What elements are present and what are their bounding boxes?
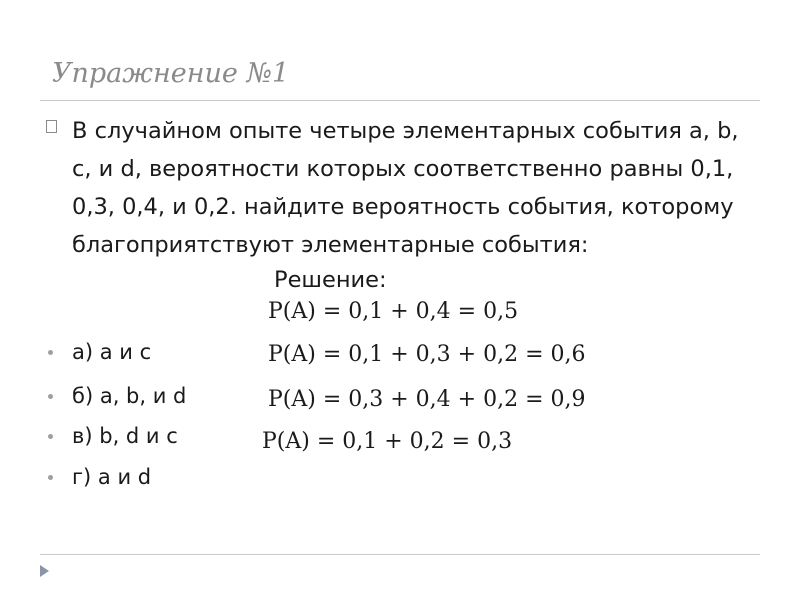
formula-a: P(A) = 0,1 + 0,4 = 0,5 bbox=[268, 299, 519, 324]
dot-bullet-icon bbox=[48, 350, 53, 355]
answer-item-c bbox=[72, 421, 178, 451]
solution-label: Решение: bbox=[274, 267, 387, 293]
answer-item-d bbox=[72, 462, 151, 492]
dot-bullet-icon bbox=[48, 475, 53, 480]
next-arrow-icon[interactable] bbox=[40, 565, 49, 577]
problem-text: В случайном опыте четыре элементарных события a, b, c, и d, вероятности которых соответственно равны 0,1, 0,3, 0,4, и 0,2. найдите вероятность события, которому благоприятствуют элементарные события: bbox=[72, 118, 739, 258]
answer-text: а) a и c bbox=[72, 340, 152, 364]
square-bullet-icon bbox=[46, 120, 57, 133]
dot-bullet-icon bbox=[48, 394, 53, 399]
formula-d: P(A) = 0,1 + 0,2 = 0,3 bbox=[262, 429, 513, 454]
title-divider bbox=[40, 100, 760, 101]
dot-bullet-icon bbox=[48, 434, 53, 439]
answer-item-a bbox=[72, 337, 151, 367]
answer-text: г) a и d bbox=[72, 465, 152, 489]
answer-text: б) a, b, и d bbox=[72, 384, 187, 408]
slide-title: Упражнение №1 bbox=[52, 58, 290, 89]
answer-item-b bbox=[72, 381, 186, 411]
answer-text: в) b, d и c bbox=[72, 424, 178, 448]
formula-c: P(A) = 0,3 + 0,4 + 0,2 = 0,9 bbox=[268, 387, 586, 412]
formula-b: P(A) = 0,1 + 0,3 + 0,2 = 0,6 bbox=[268, 342, 586, 367]
footer-divider bbox=[40, 554, 760, 555]
